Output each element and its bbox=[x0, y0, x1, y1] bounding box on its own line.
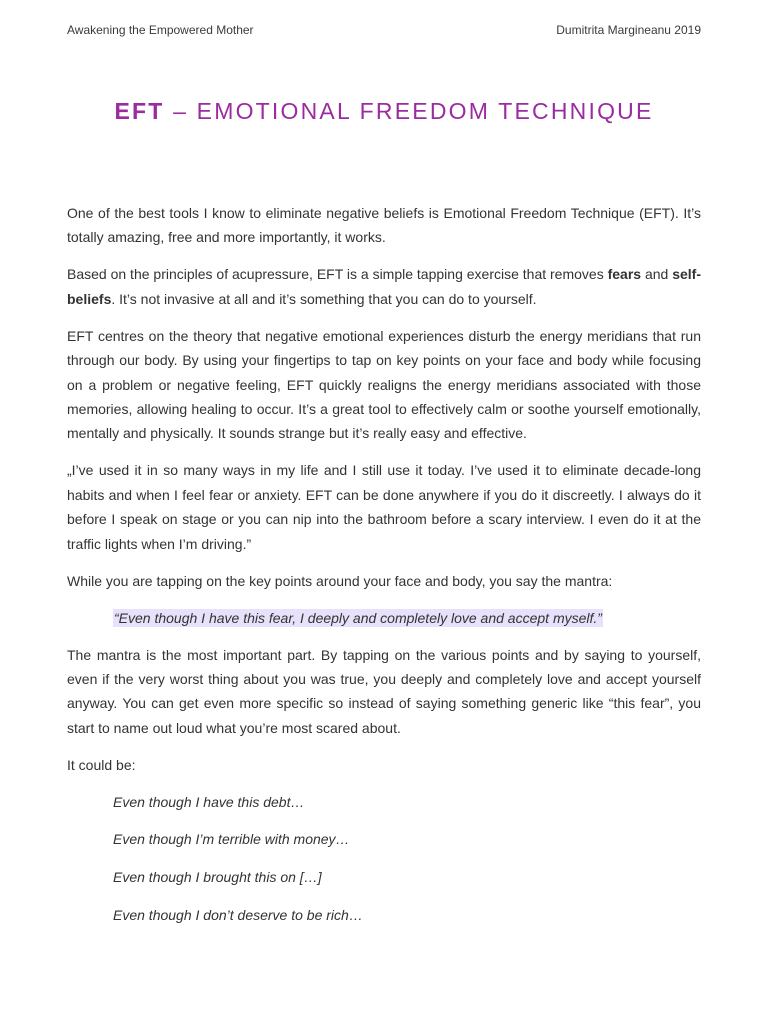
paragraph-could-be: It could be: bbox=[67, 756, 136, 773]
paragraph-acupressure-text-a: Based on the principles of acupressure, EFT is a simple tapping exercise that removes bbox=[67, 266, 608, 283]
paragraph-acupressure bbox=[67, 262, 701, 311]
bold-fears: fears bbox=[607, 266, 642, 283]
title-rest: – EMOTIONAL FREEDOM TECHNIQUE bbox=[164, 98, 654, 124]
example-item: Even though I’m terrible with money… bbox=[113, 831, 350, 848]
mantra-quote bbox=[113, 606, 701, 630]
page-header bbox=[67, 23, 701, 37]
header-author-year: Dumitrita Margineanu 2019 bbox=[556, 23, 701, 37]
example-item: Even though I don’t deserve to be rich… bbox=[113, 906, 363, 923]
example-item: Even though I have this debt… bbox=[113, 793, 305, 810]
page-title bbox=[0, 98, 768, 125]
paragraph-quote: „I’ve used it in so many ways in my life and I still use it today. I’ve used it to eliminate decade-long habits and when I feel fear or anxiety. EFT can be done anywhere if you do it discreetly. I always do it before I speak on stage or you can nip into the bathroom before a scary interview. I even do it at the traffic lights when I’m driving.” bbox=[67, 462, 701, 552]
paragraph-theory: EFT centres on the theory that negative emotional experiences disturb the energy meridians that run through our body. By using your fingertips to tap on key points on your face and body while focusing on a problem or negative feeling, EFT quickly realigns the energy meridians associated with those memories, allowing healing to occur. It’s a great tool to effectively calm or soothe yourself emotionally, mentally and physically. It sounds strange but it’s really easy and effective. bbox=[67, 327, 701, 442]
mantra-highlight: “Even though I have this fear, I deeply and completely love and accept myself.” bbox=[114, 609, 602, 626]
header-book-title: Awakening the Empowered Mother bbox=[67, 23, 254, 37]
title-bold: EFT bbox=[114, 98, 165, 124]
bold-self-beliefs: self-beliefs bbox=[67, 266, 701, 307]
example-item: Even though I brought this on […] bbox=[113, 869, 322, 886]
body-content bbox=[67, 201, 701, 940]
paragraph-mantra-intro: While you are tapping on the key points around your face and body, you say the mantra: bbox=[67, 572, 613, 589]
paragraph-mantra-explanation: The mantra is the most important part. By tapping on the various points and by saying to yourself, even if the very worst thing about you was true, you deeply and completely love and accept yourself anyway. You can get even more specific so instead of saying something generic like “this fear”, you start to name out loud what you’re most scared about. bbox=[67, 646, 701, 736]
paragraph-acupressure-text-c: . It’s not invasive at all and it’s something that you can do to yourself. bbox=[111, 290, 537, 307]
paragraph-intro: One of the best tools I know to eliminate negative beliefs is Emotional Freedom Technique (EFT). It’s totally amazing, free and more importantly, it works. bbox=[67, 205, 701, 246]
paragraph-acupressure-text-b: and bbox=[641, 266, 673, 283]
